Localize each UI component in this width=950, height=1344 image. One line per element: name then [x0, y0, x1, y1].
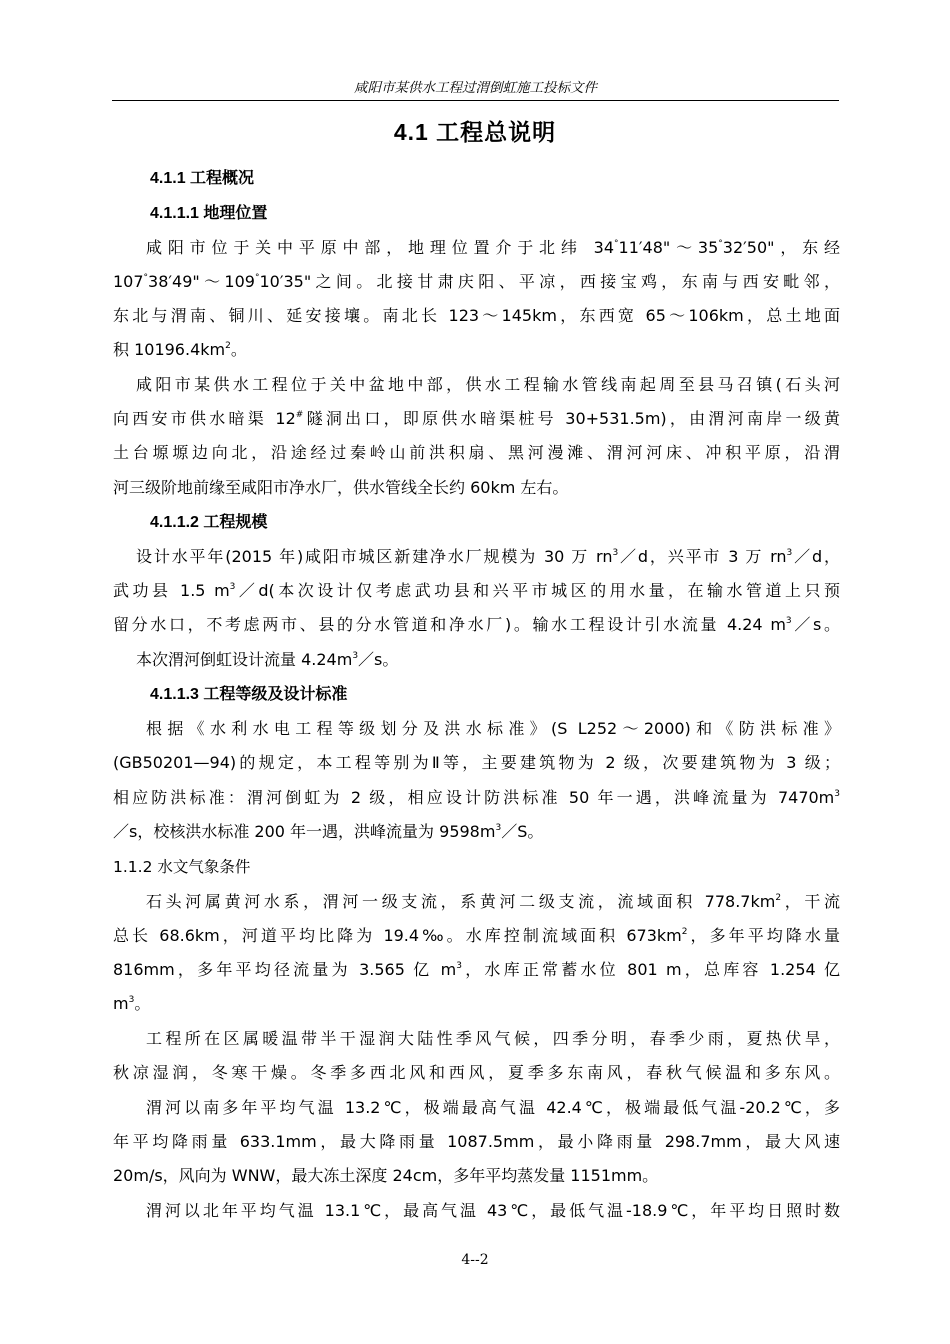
paragraph-line: 向西安市供水暗渠 12#隧洞出口，即原供水暗渠桩号 30+531.5m)，由渭河南岸一级黄	[113, 409, 840, 428]
paragraph-line: 渭河以南多年平均气温 13.2℃，极端最高气温 42.4℃，极端最低气温-20.2℃，多	[146, 1098, 840, 1117]
paragraph-line: (GB50201—94)的规定，本工程等别为Ⅱ等，主要建筑物为 2 级，次要建筑物为 3 级；	[113, 753, 840, 772]
paragraph-line: 武功县 1.5 $m^3/d$(本次设计仅考虑武功县和兴平市城区的用水量，在输水管道上只预	[113, 581, 840, 600]
superscript: 3	[128, 995, 135, 1005]
paragraph-line: 秋凉湿润，冬寒干燥。冬季多西北风和西风，夏季多东南风，春秋气候温和多东风。	[113, 1063, 840, 1082]
paragraph-line: 渭河以北年平均气温 13.1℃，最高气温 43℃，最低气温-18.9℃，年平均日照时数	[146, 1201, 840, 1220]
paragraph-line: 816mm，多年平均径流量为 3.565 亿 $m^3$，水库正常蓄水位 801 m，总库容 1.254 亿	[113, 960, 840, 979]
superscript: 3	[785, 616, 792, 626]
superscript: °	[254, 273, 260, 283]
paragraph-line: 本次渭河倒虹设计流量 $4.24m^3/s$。	[136, 650, 399, 669]
superscript: 3	[229, 582, 236, 592]
superscript: °	[143, 273, 149, 283]
paragraph-line: 东北与渭南、铜川、延安接壤。南北长 123～145km，东西宽 65～106km，总土地面	[113, 306, 840, 325]
paragraph-line: 设计水平年(2015 年)咸阳市城区新建净水厂规模为 30 万 $rn^3/d$，兴平市 3 万 $rn^3/d$，	[136, 547, 840, 566]
heading-4-1-1-2: 4.1.1.2 工程规模	[150, 514, 268, 531]
superscript: 3	[495, 823, 502, 833]
paragraph-line: 工程所在区属暖温带半干湿润大陆性季风气候，四季分明，春季少雨，夏热伏旱，	[146, 1029, 840, 1048]
paragraph-line: 石头河属黄河水系，渭河一级支流，系黄河二级支流，流域面积 $778.7km^2$，干流	[146, 892, 840, 911]
superscript: 3	[612, 548, 619, 558]
paragraph-line: $m^3$。	[113, 994, 151, 1013]
section-title: 4.1 工程总说明	[393, 119, 557, 145]
header-divider	[112, 100, 839, 101]
superscript: 2	[681, 927, 688, 937]
paragraph-line: 咸阳市某供水工程位于关中盆地中部，供水工程输水管线南起周至县马召镇(石头河	[136, 375, 840, 394]
superscript: 3	[786, 548, 793, 558]
superscript: °	[614, 239, 619, 249]
heading-4-1-1-3: 4.1.1.3 工程等级及设计标准	[150, 686, 348, 703]
superscript: 3	[456, 961, 462, 971]
paragraph-line: 总长 68.6km，河道平均比降为 19.4‰。水库控制流域面积 $673km^2$，多年平均降水量	[113, 926, 840, 945]
page-header: 咸阳市某供水工程过渭倒虹施工投标文件	[354, 80, 597, 96]
page-number: 4--2	[461, 1252, 489, 1268]
superscript: #	[295, 410, 304, 420]
paragraph-line: 107°38′49"～109°10′35"之间。北接甘肃庆阳、平凉，西接宝鸡，东南与西安毗邻，	[113, 272, 840, 291]
heading-4-1-1-1: 4.1.1.1 地理位置	[150, 205, 268, 222]
heading-1-1-2: 1.1.2 水文气象条件	[113, 858, 251, 876]
paragraph-line: 根据《水利水电工程等级划分及洪水标准》(S L252～2000)和《防洪标准》	[146, 719, 840, 738]
superscript: °	[718, 239, 723, 249]
paragraph-line: 积 $10196.4km^2$。	[113, 340, 247, 359]
paragraph-line: 年平均降雨量 633.1mm，最大降雨量 1087.5mm，最小降雨量 298.7mm，最大风速	[113, 1132, 840, 1151]
paragraph-line: 20m/s，风向为 WNW，最大冻土深度 24cm，多年平均蒸发量 1151mm。	[113, 1166, 659, 1185]
paragraph-line: 河三级阶地前缘至咸阳市净水厂，供水管线全长约 60km 左右。	[113, 478, 569, 497]
heading-4-1-1: 4.1.1 工程概况	[150, 170, 255, 187]
superscript: 2	[775, 893, 782, 903]
superscript: 3	[352, 651, 359, 661]
paragraph-line: 相应防洪标准：渭河倒虹为 2 级，相应设计防洪标准 50 年一遇，洪峰流量为 $7470m^3$	[113, 788, 840, 807]
paragraph-line: 土台塬塬边向北，沿途经过秦岭山前洪积扇、黑河漫滩、渭河河床、冲积平原，沿渭	[113, 443, 840, 462]
paragraph-line: ／s，校核洪水标准 200 年一遇，洪峰流量为 $9598m^3/S$。	[113, 822, 544, 841]
paragraph-line: 咸阳市位于关中平原中部，地理位置介于北纬 34°11′48"～35°32′50"，东经	[146, 238, 840, 257]
superscript: 2	[225, 341, 231, 351]
paragraph-line: 留分水口，不考虑两市、县的分水管道和净水厂)。输水工程设计引水流量 4.24 $m^3/s$。	[113, 615, 840, 634]
superscript: 3	[834, 789, 840, 799]
